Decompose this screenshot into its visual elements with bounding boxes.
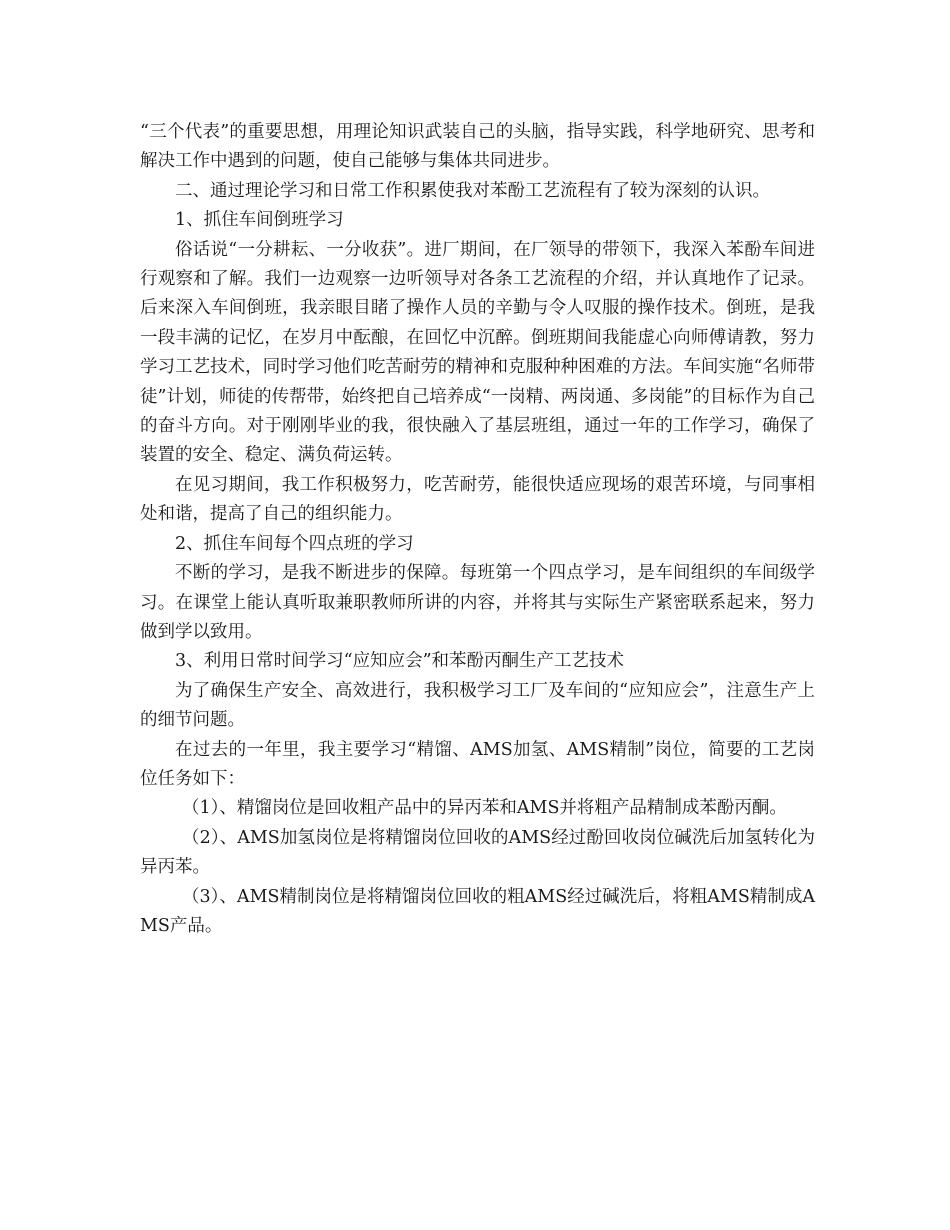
list-item-distillation: （1）、精馏岗位是回收粗产品中的异丙苯和AMS并将粗产品精制成苯酚丙酮。	[182, 798, 787, 819]
subheading-daily-study: 3、利用日常时间学习“应知应会”和苯酚丙酮生产工艺技术	[175, 651, 625, 672]
list-item-ams-refining: （3）、AMS精制岗位是将精馏岗位回收的粗AMS经过碱洗后，将粗AMS精制成AMS产品。	[140, 886, 815, 936]
document-page	[140, 118, 815, 941]
paragraph-positions-intro: 在过去的一年里，我主要学习“精馏、AMS加氢、AMS精制”岗位，简要的工艺岗位任务如下：	[140, 739, 815, 789]
list-item-ams-hydrogenation: （2）、AMS加氢岗位是将精馏岗位回收的AMS经过酚回收岗位碱洗后加氢转化为异丙苯。	[140, 827, 815, 878]
subheading-shift-study: 1、抓住车间倒班学习	[175, 210, 344, 231]
paragraph-internship: 在见习期间，我工作积极努力，吃苦耐劳，能很快适应现场的艰苦环境，与同事相处和谐，提高了自己的组织能力。	[140, 474, 815, 525]
paragraph-three-represents: “三个代表”的重要思想，用理论知识武装自己的头脑，指导实践，科学地研究、思考和解决工作中遇到的问题，使自己能够与集体共同进步。	[140, 122, 815, 172]
subheading-four-oclock-study: 2、抓住车间每个四点班的学习	[175, 533, 414, 554]
section-heading-two: 二、通过理论学习和日常工作积累使我对苯酚工艺流程有了较为深刻的认识。	[175, 180, 770, 201]
paragraph-shift-study: 俗话说“一分耕耘、一分收获”。进厂期间，在厂领导的带领下，我深入苯酚车间进行观察和了解。我们一边观察一边听领导对各条工艺流程的介绍，并认真地作了记录。后来深入车间倒班，我亲眼目睹了操作人员的辛勤与令人叹服的操作技术。倒班，是我一段丰满的记忆，在岁月中酝酿，在回忆中沉醉。倒班期间我能虚心向师傅请教，努力学习工艺技术，同时学习他们吃苦耐劳的精神和克服种种困难的方法。车间实施“名师带徒”计划，师徒的传帮带，始终把自己培养成“一岗精、两岗通、多岗能”的目标作为自己的奋斗方向。对于刚刚毕业的我，很快融入了基层班组，通过一年的工作学习，确保了装置的安全、稳定、满负荷运转。	[140, 239, 815, 466]
paragraph-four-oclock-study: 不断的学习，是我不断进步的保障。每班第一个四点学习，是车间组织的车间级学习。在课堂上能认真听取兼职教师所讲的内容，并将其与实际生产紧密联系起来，努力做到学以致用。	[140, 563, 815, 642]
paragraph-safety: 为了确保生产安全、高效进行，我积极学习工厂及车间的“应知应会”，注意生产上的细节问题。	[140, 680, 815, 731]
